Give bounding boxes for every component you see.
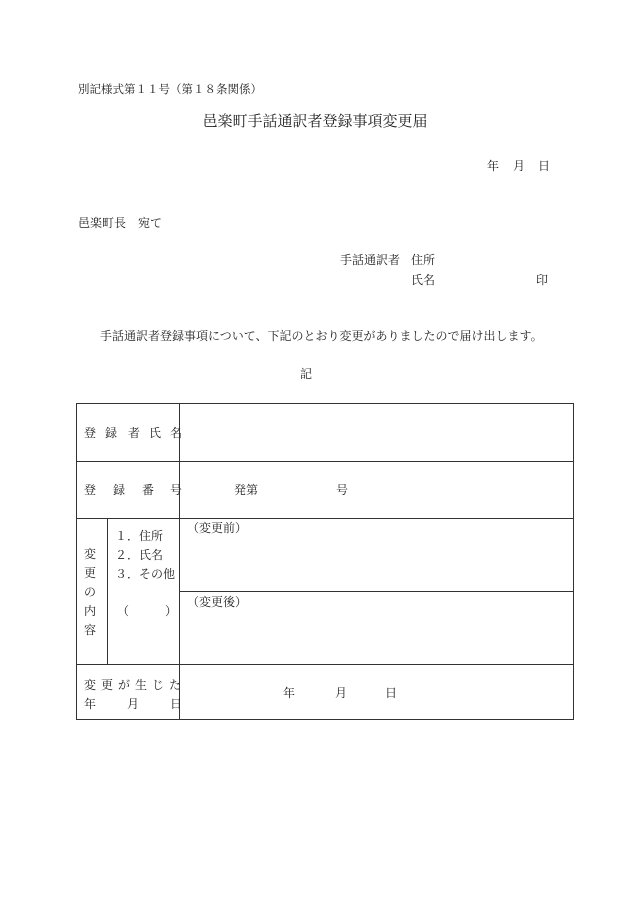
change-date-day: 日 (385, 686, 398, 700)
change-date-year: 年 (283, 686, 296, 700)
kigo-heading: 記 (299, 367, 312, 381)
registrant-name-label-char: 氏 (149, 426, 162, 440)
date-day-label: 日 (538, 159, 551, 173)
address-label: 住所 (411, 253, 436, 267)
before-after-divider (179, 591, 573, 592)
row-divider (77, 461, 573, 462)
registrant-name-label-char: 登 (84, 426, 97, 440)
change-date-field[interactable] (180, 665, 573, 719)
content-label-divider (107, 518, 108, 664)
date-month-label: 月 (513, 159, 526, 173)
registrant-name-label-char: 名 (170, 426, 183, 440)
change-date-label-char: 年 (84, 697, 97, 711)
registration-number-label-char: 号 (170, 483, 183, 497)
change-date-label-char: 月 (127, 697, 140, 711)
change-date-label-char: た (169, 678, 182, 692)
addressee: 邑楽町長 宛て (78, 216, 163, 230)
change-date-month: 月 (335, 686, 348, 700)
option-other-detail: （ ） (117, 604, 178, 618)
vertical-label-char: 更 (83, 566, 96, 580)
change-date-label-char: 日 (170, 697, 183, 711)
registrant-name-label-char: 者 (128, 426, 141, 440)
statement-text: 手話通訳者登録事項について、下記のとおり変更がありましたので届け出します。 (100, 329, 543, 343)
change-date-label-char: 変 (84, 678, 97, 692)
change-date-label-char: が (118, 678, 131, 692)
registration-number-label-char: 登 (84, 483, 97, 497)
registration-number-prefix: 発第 (234, 483, 259, 497)
registration-number-label-char: 録 (113, 483, 126, 497)
document-title: 邑楽町手話通訳者登録事項変更届 (202, 112, 428, 130)
before-change-field[interactable] (180, 538, 573, 590)
vertical-label-char: の (83, 585, 96, 599)
applicant-role: 手話通訳者 (340, 253, 401, 267)
vertical-label-char: 容 (83, 623, 96, 637)
row-divider (77, 518, 573, 519)
registration-number-suffix: 号 (336, 483, 349, 497)
before-change-label: （変更前） (187, 521, 248, 535)
seal-mark: 印 (536, 273, 549, 287)
registration-number-field[interactable] (261, 470, 331, 506)
change-date-label-char: じ (152, 678, 165, 692)
form-number: 別記様式第１１号（第１８条関係） (78, 82, 262, 96)
registration-number-label-char: 番 (142, 483, 155, 497)
after-change-field[interactable] (180, 612, 573, 663)
change-content-label (83, 545, 97, 640)
registrant-name-label-char: 録 (105, 426, 118, 440)
vertical-label-char: 内 (83, 604, 96, 618)
option-other[interactable]: ３．その他 (115, 567, 176, 581)
option-address[interactable]: １．住所 (115, 529, 164, 543)
registrant-name-field[interactable] (180, 404, 573, 461)
change-date-label-char: 生 (135, 678, 148, 692)
name-label: 氏名 (411, 273, 436, 287)
option-name[interactable]: ２．氏名 (115, 548, 164, 562)
change-date-label-char: 更 (101, 678, 114, 692)
after-change-label: （変更後） (187, 595, 248, 609)
date-year-label: 年 (487, 159, 500, 173)
vertical-label-char: 変 (83, 547, 96, 561)
change-form-table (76, 403, 574, 720)
